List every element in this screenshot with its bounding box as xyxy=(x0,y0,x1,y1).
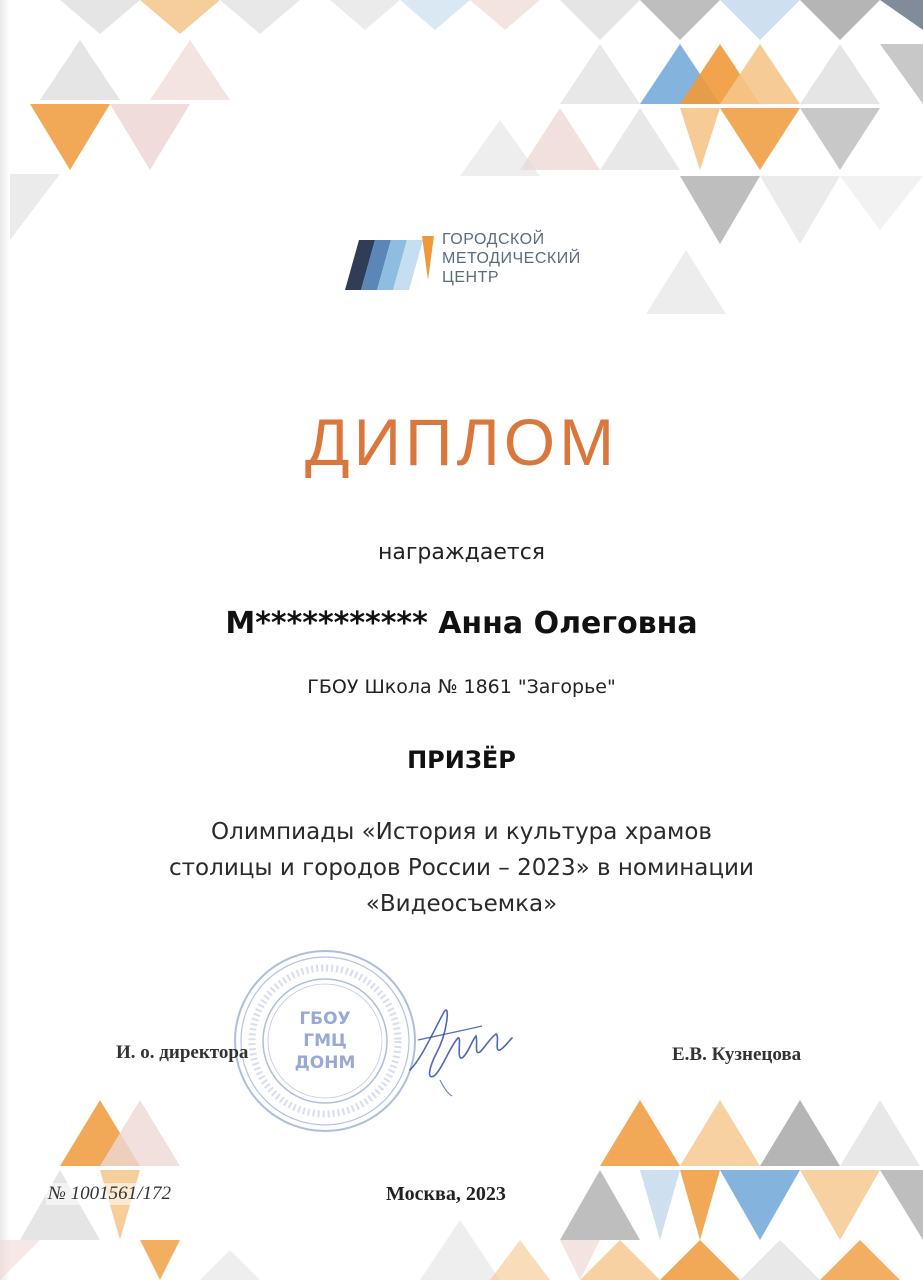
decor-triangle xyxy=(680,176,760,244)
decor-triangle xyxy=(490,1240,550,1280)
stamp-line-2: ГМЦ xyxy=(303,1031,347,1051)
decor-triangle xyxy=(840,1100,920,1166)
logo-line-1: ГОРОДСКОЙ xyxy=(442,231,545,248)
school-name: ГБОУ Школа № 1861 "Загорье" xyxy=(307,676,616,698)
logo-line-3: ЦЕНТР xyxy=(442,269,500,286)
decor-triangle xyxy=(660,1240,740,1280)
decor-triangle xyxy=(880,1170,923,1240)
description-line-2: столицы и городов России – 2023» в номинации xyxy=(169,855,754,881)
decor-triangle xyxy=(0,1240,40,1280)
city-methodical-center-logo xyxy=(342,226,592,292)
decor-triangle xyxy=(740,1240,820,1280)
decor-triangle xyxy=(560,1170,640,1240)
decor-triangle xyxy=(800,1170,880,1240)
decor-triangle xyxy=(100,1170,140,1240)
decor-triangle xyxy=(400,0,470,30)
decor-triangle xyxy=(10,174,60,240)
decor-triangle xyxy=(680,1100,760,1166)
decor-triangle xyxy=(110,104,190,170)
decor-triangle xyxy=(20,1170,100,1240)
decor-triangle xyxy=(460,120,540,176)
decor-triangle xyxy=(330,0,400,30)
decor-triangle xyxy=(140,0,220,34)
decor-triangle xyxy=(30,104,110,170)
decor-triangle xyxy=(600,108,680,170)
decor-triangle xyxy=(520,108,600,170)
logo-line-2: МЕТОДИЧЕСКИЙ xyxy=(442,250,581,267)
decor-triangle xyxy=(720,0,800,40)
decor-triangle xyxy=(140,1240,180,1280)
decor-triangle xyxy=(760,1100,840,1166)
decor-triangle xyxy=(800,0,880,40)
decor-triangle xyxy=(800,44,880,104)
logo-mark-icon xyxy=(342,228,438,290)
director-signature xyxy=(396,996,516,1100)
diploma-number: № 1001561/172 xyxy=(48,1183,171,1204)
decor-triangle xyxy=(646,250,726,314)
diploma-title: ДИПЛОМ xyxy=(304,405,619,479)
recipient-name: М*********** Анна Олеговна xyxy=(225,606,698,641)
stamp-line-1: ГБОУ xyxy=(299,1009,351,1029)
awarded-label: награждается xyxy=(377,540,546,565)
decor-triangle xyxy=(60,0,140,34)
award-place: ПРИЗЁР xyxy=(407,746,516,774)
decor-triangle xyxy=(680,108,720,170)
decor-triangle xyxy=(560,44,640,104)
decor-triangle xyxy=(200,1250,260,1280)
decor-triangle xyxy=(220,0,300,34)
decor-triangle xyxy=(880,44,923,104)
decor-triangle xyxy=(560,0,640,40)
decor-triangle xyxy=(640,1170,680,1240)
official-stamp xyxy=(232,948,418,1134)
decor-triangle xyxy=(800,108,880,170)
decor-triangle xyxy=(720,1170,800,1240)
director-name: Е.В. Кузнецова xyxy=(672,1044,802,1065)
description-line-3: «Видеосъемка» xyxy=(365,891,558,917)
decor-triangle xyxy=(150,40,230,100)
decor-triangle xyxy=(720,108,800,170)
decor-triangle xyxy=(820,1240,900,1280)
decor-triangle xyxy=(40,40,120,100)
decor-triangle xyxy=(420,1220,500,1280)
logo-text xyxy=(442,230,581,287)
decor-triangle xyxy=(640,0,720,40)
director-position-label: И. о. директора xyxy=(116,1042,249,1063)
decor-triangle xyxy=(680,1170,720,1240)
decor-triangle xyxy=(470,0,540,30)
olympiad-description xyxy=(0,814,923,922)
description-line-1: Олимпиады «История и культура храмов xyxy=(211,819,712,845)
stamp-line-3: ДОНМ xyxy=(294,1053,356,1073)
decor-triangle xyxy=(760,176,840,244)
decor-triangle xyxy=(600,1100,680,1166)
decor-triangle xyxy=(840,176,923,230)
city-year: Москва, 2023 xyxy=(386,1183,506,1205)
decor-triangle xyxy=(880,0,923,30)
